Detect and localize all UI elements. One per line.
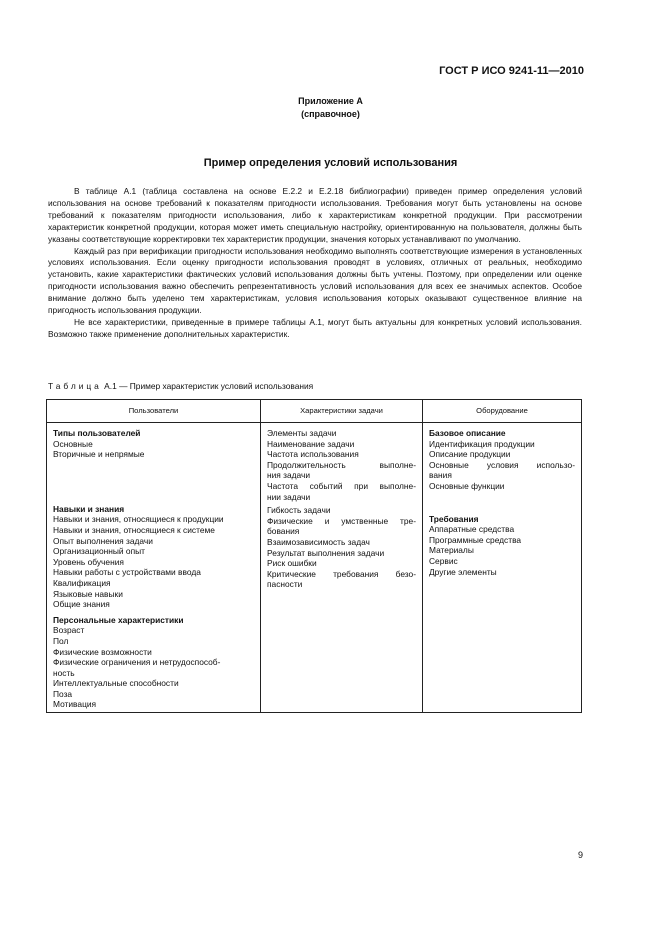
list-item: Риск ошибки: [267, 558, 317, 569]
equipment-group-title: Базовое описание: [429, 428, 506, 438]
list-item: Квалификация: [53, 577, 111, 588]
list-item: Основные функции: [429, 480, 505, 491]
list-item: Уровень обучения: [53, 556, 124, 567]
list-item: Навыки работы с устройствами ввода: [53, 567, 201, 578]
header-users: Пользователи: [47, 400, 261, 423]
users-group-title: Навыки и знания: [53, 503, 125, 514]
list-item: Другие элементы: [429, 566, 497, 577]
list-item: Элементы задачи: [267, 428, 337, 438]
list-item: Навыки и знания, относящиеся к системе: [53, 524, 215, 535]
list-item: Гибкость задачи: [267, 505, 331, 516]
list-item: вания: [429, 470, 452, 481]
list-item: Общие знания: [53, 599, 110, 610]
paragraph-1: В таблице А.1 (таблица составлена на основе Е.2.2 и Е.2.18 библиографии) приведен пример определения условий использования на основе требований к показателям пригодности использования. Требования могут быть установлены на основе требований к показателям пригодности использования, либо к характеристикам конкретной продукции. При рассмотрении характеристик конкретной продукции, которая может иметь специальную настройку, ориентированную на пользователя, должны быть указаны соответствующие корректировки тех характеристик продукции, значения которых устанавливают по умолчанию.: [48, 186, 582, 244]
list-item: Результат выполнения задачи: [267, 547, 385, 558]
list-item: Мотивация: [53, 699, 97, 710]
list-item: Организационный опыт: [53, 546, 145, 557]
list-item: Языковые навыки: [53, 588, 123, 599]
list-item: Навыки и знания, относящиеся к продукции: [53, 514, 224, 525]
appendix-title: Приложение А: [298, 96, 363, 106]
standard-designation: ГОСТ Р ИСО 9241-11—2010: [439, 65, 584, 77]
list-item: Интеллектуальные способности: [53, 678, 179, 689]
header-equipment: Оборудование: [423, 400, 582, 423]
list-item: Поза: [53, 688, 73, 699]
header-task: Характеристики задачи: [261, 400, 423, 423]
task-cell: [261, 423, 423, 713]
list-item: Частота событий при выполне-: [267, 480, 416, 491]
spacer: [53, 460, 254, 504]
users-cell: [47, 423, 261, 713]
appendix-subtitle: (справочное): [301, 109, 360, 119]
list-item: Материалы: [429, 545, 474, 556]
list-item: Критические требования безо-: [267, 568, 416, 579]
list-item: Описание продукции: [429, 449, 511, 460]
table-caption: [48, 381, 313, 391]
body-text: [48, 186, 582, 341]
list-item: нии задачи: [267, 491, 311, 502]
list-item: ность: [53, 667, 75, 678]
list-item: Физические возможности: [53, 646, 152, 657]
equipment-group-title: Требования: [429, 513, 479, 524]
paragraph-3: Не все характеристики, приведенные в примере таблицы А.1, могут быть актуальны для конкретных условий использования. Возможно также применение дополнительных характеристик.: [48, 316, 582, 339]
list-item: Сервис: [429, 555, 458, 566]
list-item: Наименование задачи: [267, 438, 355, 449]
table-caption-prefix: Таблица: [48, 381, 102, 391]
users-group-title: Персональные характеристики: [53, 614, 184, 625]
list-item: Основные условия использо-: [429, 459, 575, 470]
list-item: пасности: [267, 579, 303, 590]
list-item: Физические и умственные тре-: [267, 515, 416, 526]
list-item: бования: [267, 526, 300, 537]
list-item: Физические ограничения и нетрудоспособ-: [53, 657, 221, 668]
list-item: Частота использования: [267, 449, 359, 460]
users-group-title: Типы пользователей: [53, 428, 141, 438]
table-row: [47, 423, 582, 713]
spacer: [429, 492, 575, 514]
appendix-label: [0, 95, 661, 121]
page-number: 9: [577, 850, 583, 860]
list-item: Продолжительность выполне-: [267, 459, 416, 470]
list-item: ния задачи: [267, 470, 311, 481]
paragraph-2: Каждый раз при верификации пригодности использования необходимо выполнять соответствующие измерения в установленных условиях использования. Если оценку пригодности использования проводят в условиях, отличных от реальных, необходимо установить, какие характеристики фактических условий использования должны быть учтены. Поэтому, при определении или оценке пригодности использования важно обеспечить репрезентативность условий использования для всех ее значимых аспектов. Особое внимание должно быть уделено тем характеристикам, условия использования которых оказывают существенное влияние на пригодность использования продукции.: [48, 245, 582, 316]
list-item: Аппаратные средства: [429, 524, 515, 535]
list-item: Взаимозависимость задач: [267, 536, 370, 547]
list-item: Вторичные и непрямые: [53, 449, 145, 460]
table-header-row: [47, 400, 582, 423]
section-heading: Пример определения условий использования: [203, 157, 458, 169]
list-item: Идентификация продукции: [429, 438, 535, 449]
list-item: Возраст: [53, 625, 85, 636]
equipment-cell: [423, 423, 582, 713]
conditions-table: [46, 399, 582, 713]
list-item: Опыт выполнения задачи: [53, 535, 153, 546]
table-caption-text: А.1 — Пример характеристик условий использования: [104, 381, 314, 391]
list-item: Основные: [53, 438, 93, 449]
list-item: Пол: [53, 635, 69, 646]
list-item: Программные средства: [429, 534, 522, 545]
